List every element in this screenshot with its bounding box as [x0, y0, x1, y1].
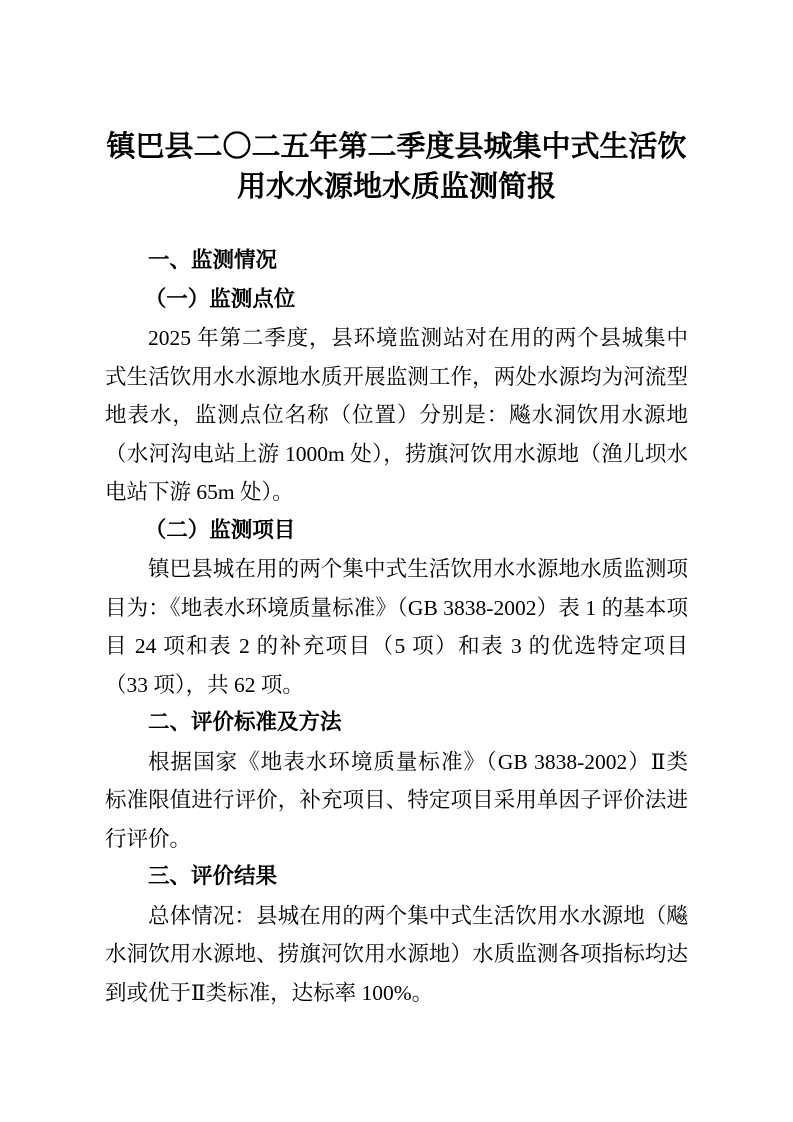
paragraph-evaluation-standard: 根据国家《地表水环境质量标准》（GB 3838-2002）Ⅱ类标准限值进行评价，补充项目、特定项目采用单因子评价法进行评价。 [105, 749, 688, 851]
section-1-subsection-1-heading: （一）监测点位 [144, 286, 296, 312]
document-body [105, 242, 688, 1012]
paragraph-monitoring-points: 2025 年第二季度，县环境监测站对在用的两个县城集中式生活饮用水水源地水质开展监测工作，两处水源均为河流型地表水，监测点位名称（位置）分别是：飚水洞饮用水源地（水河沟电站上游 1000m 处），捞旗河饮用水源地（渔儿坝水电站下游 65m 处）。 [105, 326, 688, 504]
section-1-subsection-2-heading: （二）监测项目 [144, 517, 296, 543]
document-title: 镇巴县二〇二五年第二季度县城集中式生活饮用水水源地水质监测简报 [106, 129, 687, 203]
paragraph-monitoring-items: 镇巴县城在用的两个集中式生活饮用水水源地水质监测项目为：《地表水环境质量标准》（GB 3838-2002）表 1 的基本项目 24 项和表 2 的补充项目（5 项）和表 3 的优选特定项目（33 项），共 62 项。 [105, 557, 688, 697]
section-2-heading: 二、评价标准及方法 [148, 710, 342, 735]
section-1-heading: 一、监测情况 [148, 248, 278, 273]
section-3-heading: 三、评价结果 [148, 864, 278, 889]
paragraph-evaluation-result: 总体情况：县城在用的两个集中式生活饮用水水源地（飚水洞饮用水源地、捞旗河饮用水源地）水质监测各项指标均达到或优于Ⅱ类标准，达标率 100%。 [105, 903, 688, 1005]
